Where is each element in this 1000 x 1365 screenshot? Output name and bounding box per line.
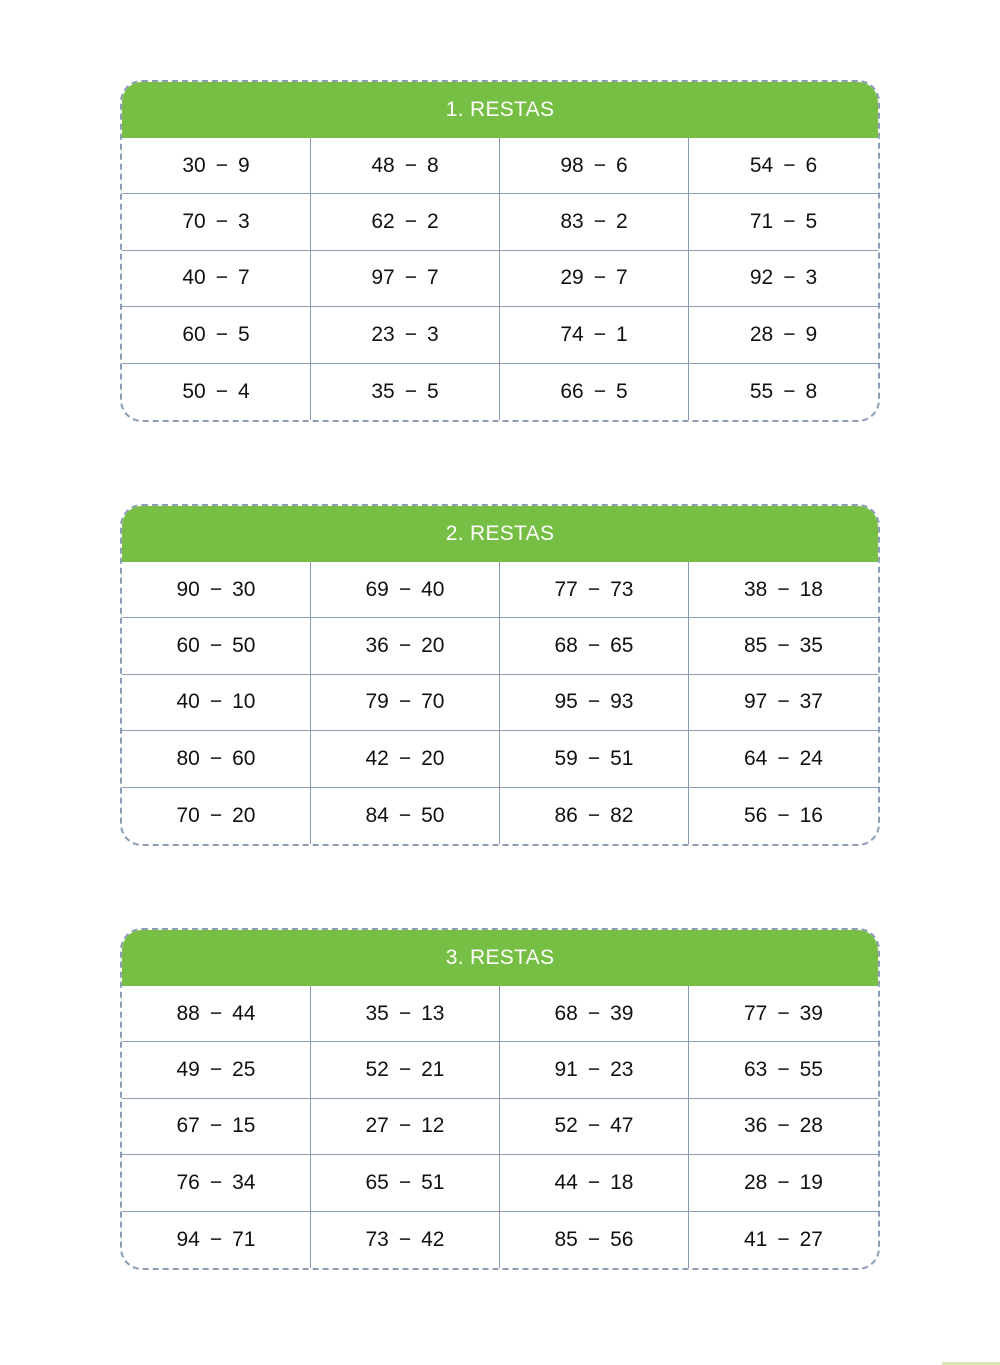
subtrahend: 39 (610, 1001, 634, 1025)
minus-sign: − (215, 266, 228, 290)
subtrahend: 6 (805, 153, 818, 177)
minuend: 85 (744, 634, 768, 658)
minus-sign: − (209, 746, 223, 770)
subtraction-cell (689, 986, 878, 1042)
minus-sign: − (777, 690, 790, 714)
subtrahend: 8 (426, 153, 439, 177)
minus-sign: − (777, 1114, 790, 1138)
subtrahend: 60 (232, 746, 256, 770)
minus-sign: − (587, 1058, 601, 1082)
subtraction-cell (689, 1212, 878, 1268)
subtrahend: 37 (799, 690, 823, 714)
subtrahend: 18 (799, 577, 823, 601)
minuend: 52 (365, 1058, 389, 1082)
minuend: 41 (744, 1227, 768, 1251)
subtraction-cell (500, 788, 689, 844)
subtrahend: 24 (799, 746, 823, 770)
minus-sign: − (777, 577, 790, 601)
table-title: 3. RESTAS (122, 930, 878, 986)
minus-sign: − (587, 577, 601, 601)
minus-sign: − (777, 1170, 790, 1194)
minuend: 29 (560, 266, 584, 290)
subtraction-cell (689, 364, 878, 420)
subtrahend: 19 (799, 1170, 823, 1194)
subtraction-cell (689, 194, 878, 250)
subtrahend: 12 (421, 1114, 445, 1138)
minus-sign: − (777, 634, 790, 658)
subtrahend: 18 (610, 1170, 634, 1194)
minuend: 69 (365, 577, 389, 601)
minus-sign: − (777, 1227, 790, 1251)
subtrahend: 40 (421, 577, 445, 601)
subtraction-grid (122, 986, 878, 1268)
subtraction-cell (311, 364, 500, 420)
subtraction-cell (311, 1155, 500, 1211)
subtrahend: 16 (799, 803, 823, 827)
subtraction-cell (689, 251, 878, 307)
subtrahend: 30 (232, 577, 256, 601)
minuend: 40 (182, 266, 206, 290)
subtrahend: 50 (232, 634, 256, 658)
minus-sign: − (209, 1001, 223, 1025)
subtraction-cell (689, 1099, 878, 1155)
subtraction-cell (311, 1212, 500, 1268)
minuend: 64 (744, 746, 768, 770)
subtraction-cell (122, 675, 311, 731)
subtrahend: 65 (610, 634, 634, 658)
minus-sign: − (398, 1058, 412, 1082)
minuend: 68 (554, 1001, 578, 1025)
subtrahend: 20 (421, 634, 445, 658)
minuend: 62 (371, 210, 395, 234)
subtraction-cell (122, 618, 311, 674)
minus-sign: − (587, 746, 601, 770)
minus-sign: − (587, 1001, 601, 1025)
subtrahend: 2 (426, 210, 439, 234)
minus-sign: − (593, 210, 606, 234)
subtrahend: 55 (799, 1058, 823, 1082)
subtraction-cell (311, 307, 500, 363)
minus-sign: − (587, 690, 601, 714)
minuend: 36 (744, 1114, 768, 1138)
subtraction-cell (500, 1212, 689, 1268)
minus-sign: − (783, 379, 796, 403)
minuend: 56 (744, 803, 768, 827)
minuend: 70 (176, 803, 200, 827)
subtraction-cell (500, 251, 689, 307)
minuend: 35 (371, 379, 395, 403)
subtraction-cell (122, 788, 311, 844)
minuend: 42 (365, 746, 389, 770)
subtraction-table-2 (120, 504, 880, 846)
subtrahend: 6 (615, 153, 628, 177)
minuend: 91 (554, 1058, 578, 1082)
subtrahend: 44 (232, 1001, 256, 1025)
subtrahend: 27 (799, 1227, 823, 1251)
subtrahend: 25 (232, 1058, 256, 1082)
subtraction-cell (500, 562, 689, 618)
subtraction-cell (500, 1042, 689, 1098)
subtraction-cell (311, 788, 500, 844)
subtrahend: 56 (610, 1227, 634, 1251)
subtrahend: 15 (232, 1114, 256, 1138)
minus-sign: − (209, 1114, 223, 1138)
subtrahend: 70 (421, 690, 445, 714)
subtraction-cell (689, 1042, 878, 1098)
subtrahend: 4 (237, 379, 250, 403)
subtraction-cell (122, 562, 311, 618)
subtraction-cell (311, 731, 500, 787)
subtraction-cell (311, 562, 500, 618)
subtrahend: 82 (610, 803, 634, 827)
subtrahend: 51 (421, 1170, 445, 1194)
minuend: 90 (176, 577, 200, 601)
subtraction-cell (122, 251, 311, 307)
minus-sign: − (215, 322, 228, 346)
subtrahend: 3 (426, 322, 439, 346)
subtrahend: 8 (805, 379, 818, 403)
minus-sign: − (593, 322, 606, 346)
minuend: 65 (365, 1170, 389, 1194)
subtraction-cell (122, 194, 311, 250)
subtraction-cell (500, 138, 689, 194)
subtraction-cell (500, 675, 689, 731)
minus-sign: − (587, 803, 601, 827)
subtraction-cell (500, 731, 689, 787)
minuend: 63 (744, 1058, 768, 1082)
minuend: 67 (176, 1114, 200, 1138)
subtrahend: 7 (426, 266, 439, 290)
subtrahend: 23 (610, 1058, 634, 1082)
minuend: 40 (176, 690, 200, 714)
subtraction-cell (500, 194, 689, 250)
subtrahend: 39 (799, 1001, 823, 1025)
minus-sign: − (398, 803, 412, 827)
subtraction-cell (311, 675, 500, 731)
minuend: 85 (554, 1227, 578, 1251)
minus-sign: − (209, 634, 223, 658)
minuend: 36 (365, 634, 389, 658)
subtrahend: 50 (421, 803, 445, 827)
minus-sign: − (593, 379, 606, 403)
subtrahend: 73 (610, 577, 634, 601)
minus-sign: − (587, 634, 601, 658)
minus-sign: − (587, 1227, 601, 1251)
subtraction-cell (689, 138, 878, 194)
minuend: 28 (749, 322, 774, 346)
minus-sign: − (398, 746, 412, 770)
minus-sign: − (587, 1170, 601, 1194)
minus-sign: − (398, 1001, 412, 1025)
subtrahend: 28 (799, 1114, 823, 1138)
minus-sign: − (209, 1058, 223, 1082)
subtraction-cell (122, 731, 311, 787)
minuend: 52 (554, 1114, 578, 1138)
minus-sign: − (783, 322, 796, 346)
subtrahend: 7 (237, 266, 250, 290)
subtraction-cell (689, 675, 878, 731)
minus-sign: − (398, 1227, 412, 1251)
minuend: 68 (554, 634, 578, 658)
table-title: 2. RESTAS (122, 506, 878, 562)
subtraction-cell (500, 307, 689, 363)
minuend: 60 (176, 634, 200, 658)
minuend: 74 (560, 322, 584, 346)
minuend: 35 (365, 1001, 389, 1025)
minus-sign: − (215, 153, 228, 177)
subtrahend: 20 (421, 746, 445, 770)
minuend: 97 (371, 266, 395, 290)
minuend: 27 (365, 1114, 389, 1138)
minus-sign: − (587, 1114, 601, 1138)
minuend: 79 (365, 690, 389, 714)
minuend: 76 (176, 1170, 200, 1194)
subtraction-cell (500, 1155, 689, 1211)
minus-sign: − (783, 153, 796, 177)
subtraction-cell (689, 307, 878, 363)
minus-sign: − (398, 690, 412, 714)
subtrahend: 13 (421, 1001, 445, 1025)
subtraction-cell (311, 986, 500, 1042)
subtrahend: 7 (615, 266, 628, 290)
subtrahend: 21 (421, 1058, 445, 1082)
subtraction-cell (500, 364, 689, 420)
subtraction-cell (500, 618, 689, 674)
minuend: 86 (554, 803, 578, 827)
minus-sign: − (783, 210, 796, 234)
subtraction-table-3 (120, 928, 880, 1270)
subtraction-cell (122, 1155, 311, 1211)
subtraction-cell (311, 618, 500, 674)
minuend: 23 (371, 322, 395, 346)
minuend: 60 (182, 322, 206, 346)
minuend: 49 (176, 1058, 200, 1082)
minus-sign: − (404, 379, 417, 403)
minuend: 98 (560, 153, 584, 177)
subtrahend: 71 (232, 1227, 256, 1251)
subtraction-cell (311, 1099, 500, 1155)
subtrahend: 20 (232, 803, 256, 827)
minuend: 70 (182, 210, 206, 234)
subtrahend: 47 (610, 1114, 634, 1138)
table-title: 1. RESTAS (122, 82, 878, 138)
subtraction-cell (689, 788, 878, 844)
minuend: 88 (176, 1001, 200, 1025)
minus-sign: − (404, 153, 417, 177)
subtrahend: 1 (615, 322, 628, 346)
subtrahend: 3 (237, 210, 250, 234)
subtrahend: 34 (232, 1170, 256, 1194)
subtraction-cell (500, 986, 689, 1042)
subtraction-grid (122, 138, 878, 420)
subtrahend: 5 (426, 379, 439, 403)
subtraction-cell (689, 618, 878, 674)
minuend: 48 (371, 153, 395, 177)
minus-sign: − (777, 1058, 790, 1082)
minus-sign: − (398, 577, 412, 601)
minus-sign: − (777, 1001, 790, 1025)
subtrahend: 5 (615, 379, 628, 403)
subtrahend: 2 (615, 210, 628, 234)
subtraction-cell (311, 1042, 500, 1098)
minuend: 54 (749, 153, 774, 177)
minuend: 28 (744, 1170, 768, 1194)
minuend: 66 (560, 379, 584, 403)
subtraction-cell (122, 1099, 311, 1155)
minuend: 59 (554, 746, 578, 770)
subtrahend: 5 (805, 210, 818, 234)
subtraction-cell (122, 138, 311, 194)
subtrahend: 5 (237, 322, 250, 346)
minuend: 50 (182, 379, 206, 403)
subtraction-cell (311, 251, 500, 307)
subtrahend: 9 (805, 322, 818, 346)
minus-sign: − (209, 577, 223, 601)
minus-sign: − (777, 803, 790, 827)
minuend: 95 (554, 690, 578, 714)
minus-sign: − (398, 1114, 412, 1138)
minuend: 83 (560, 210, 584, 234)
subtraction-cell (122, 1042, 311, 1098)
minuend: 71 (749, 210, 774, 234)
minuend: 77 (744, 1001, 768, 1025)
subtraction-cell (689, 562, 878, 618)
minus-sign: − (209, 803, 223, 827)
minus-sign: − (215, 210, 228, 234)
subtraction-cell (689, 731, 878, 787)
minus-sign: − (398, 1170, 412, 1194)
minuend: 77 (554, 577, 578, 601)
minuend: 84 (365, 803, 389, 827)
minuend: 73 (365, 1227, 389, 1251)
minus-sign: − (593, 266, 606, 290)
minus-sign: − (209, 690, 223, 714)
minus-sign: − (209, 1227, 223, 1251)
subtraction-cell (311, 138, 500, 194)
minuend: 44 (554, 1170, 578, 1194)
subtraction-table-1 (120, 80, 880, 422)
subtrahend: 35 (799, 634, 823, 658)
subtraction-cell (311, 194, 500, 250)
subtraction-cell (500, 1099, 689, 1155)
minus-sign: − (404, 210, 417, 234)
minuend: 97 (744, 690, 768, 714)
subtrahend: 10 (232, 690, 256, 714)
minus-sign: − (593, 153, 606, 177)
minuend: 80 (176, 746, 200, 770)
minuend: 30 (182, 153, 206, 177)
subtraction-cell (689, 1155, 878, 1211)
subtraction-cell (122, 364, 311, 420)
minuend: 92 (749, 266, 774, 290)
subtrahend: 93 (610, 690, 634, 714)
minus-sign: − (398, 634, 412, 658)
subtrahend: 42 (421, 1227, 445, 1251)
subtraction-cell (122, 986, 311, 1042)
minuend: 38 (744, 577, 768, 601)
minuend: 55 (749, 379, 774, 403)
subtrahend: 9 (237, 153, 250, 177)
minus-sign: − (783, 266, 796, 290)
subtraction-cell (122, 307, 311, 363)
subtrahend: 3 (805, 266, 818, 290)
minus-sign: − (209, 1170, 223, 1194)
minus-sign: − (404, 322, 417, 346)
subtraction-grid (122, 562, 878, 844)
subtrahend: 51 (610, 746, 634, 770)
minus-sign: − (215, 379, 228, 403)
minuend: 94 (176, 1227, 200, 1251)
minus-sign: − (404, 266, 417, 290)
minus-sign: − (777, 746, 790, 770)
subtraction-cell (122, 1212, 311, 1268)
